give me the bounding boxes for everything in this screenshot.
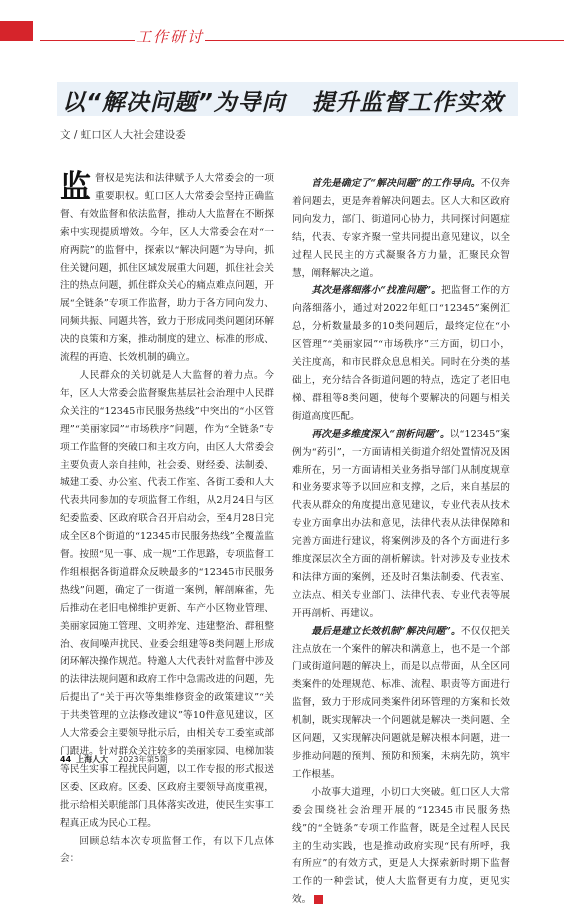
header-rule-right — [205, 40, 564, 41]
section-tag: 工作研讨 — [136, 28, 205, 46]
paragraph-7-lead: 最后是建立长效机制“解决问题”。 — [311, 625, 461, 637]
article-title-part-1: 以“解决问题”为导向 — [62, 90, 286, 116]
paragraph-1-text: 督权是宪法和法律赋予人大常委会的一项重要职权。虹口区人大常委会坚持正确监督、有效监督和依法监督，推动人大监督在不断探索中实现提质增效。今年，区人大常委会在对“一府两院”的监督中，探索以“解决问题”为导向，抓住关键问题，抓住区域发展重大问题，抓住社会关注的热点问题，抓住群众关心的痛点难点问题，开展“全链条”专项工作监督，助力于各方同向发力、同频共振、同题共答，致力于形成同类问题闭环解决的良策和方案，推动制度的建立、标准的形成、流程的再造、长效机制的确立。 — [60, 173, 274, 364]
paragraph-4 — [292, 175, 510, 282]
paragraph-8-text: 小故事大道理，小切口大突破。虹口区人大常委会围绕社会治理开展的“12345市民服务热线”的“全链条”专项工作监督，既是全过程人民民主的生动实践，也是推动政府实现“民有所呼，我有所应”的有效方式，更是人大探索新时期下监督工作的一种尝试，使人大监督更有力度，更见实效。 — [292, 786, 510, 906]
header-rule-left — [40, 40, 135, 41]
paragraph-6-text: 以“12345”案例为“药引”，一方面请相关街道介绍处置情况及困难所在，另一方面请相关业务指导部门从制度规章和业务要求等予以回应和支撑，之后，来自基层的代表从群众的角度提出意见建议，专业代表从技术专业方面拿出办法和意见，法律代表从法律保障和完善方面进行建议，将案例涉及的各个方面进行多维度深层次全方面的剖析解读。针对涉及专业技术和法律方面的案例，还及时召集法制委、代表室、立法点、相关专业部门、法律代表、专业代表等展开再剖析、再建议。 — [292, 428, 510, 619]
paragraph-6-lead: 再次是多维度深入“剖析问题”。 — [311, 428, 450, 440]
paragraph-5-lead: 其次是落细落小“找准问题”。 — [311, 285, 442, 297]
paragraph-6 — [292, 426, 510, 623]
paragraph-7 — [292, 623, 510, 784]
end-of-article-mark: A — [314, 895, 323, 904]
article-title — [62, 84, 504, 117]
paragraph-7-text: 不仅仅把关注点放在一个案件的解决和满意上，也不是一个部门或街道问题的解决上，而是以点带面，从全区同类案件的处理规范、标准、流程、职责等方面进行监督，致力于形成同类案件闭环管理的方案和长效机制，既实现解决一个问题就是解决一类问题、全区问题，又实现解决问题就是解决根本问题，进一步推动问题的预判、预防和预案，未病先防，筑牢工作根基。 — [292, 625, 510, 780]
issue-label: 2023年第5期 — [118, 755, 168, 764]
paragraph-5-text: 把监督工作的方向落细落小，通过对2022年虹口“12345”案例汇总，分析数量最多的10类问题后，最终定位在“小区管理”“美丽家园”“市场秩序”三方面，切口小，关注度高，和市民群众息息相关。同时在分类的基础上，充分结合各街道问题的特点，选定了老旧电梯、群租等8类问题，使每个要解决的问题与相关街道高度匹配。 — [292, 285, 511, 422]
dropcap: 监 — [60, 169, 91, 205]
paragraph-3: 回顾总结本次专项监督工作，有以下几点体会： — [60, 835, 274, 865]
right-column — [292, 175, 510, 909]
header-color-block — [0, 21, 33, 41]
paragraph-2: 人民群众的关切就是人大监督的着力点。今年，区人大常委会监督聚焦基层社会治理中人民群众关注的“12345市民服务热线”中突出的“小区管理”“美丽家园”“市场秩序”问题，作为“全链条”专项工作监督的突破口和主攻方向，由区人大常委会主要负责人亲自挂帅，社会委、财经委、法制委、城建工委、办公室、代表工作室、各街工委和人大代表共同参加的专项监督工作组，从2月24日与区纪委监委、区政府联合召开启动会，至4月28日完成全区8个街道的“12345市民服务热线”全覆盖监督。按照“见一事、成一规”工作思路，专项监督工作组根据各街道群众反映最多的“12345市民服务热线”问题，确定了一街道一案例，解剖麻雀，先后推动在老旧电梯维护更新、车产小区物业管理、美丽家园施工管理、文明养宠、违建整治、群租整治、夜间噪声扰民、业委会组建等8类问题上形成闭环解决操作规范。特邀人大代表针对监督中涉及的法律法规问题和政府工作中急需改进的问题，先后提出了“关于再次等集维修资金的政策建议”“关于共类管理的立法修改建议”等10件意见建议，区人大常委会主要领导批示后，由相关专工委室或部门跟进。针对群众关注较多的美丽家园、电梯加装等民生实事工程扰民问题，以工作专报的形式报送区委、区政府。区委、区政府主要领导高度重视，批示给相关职能部门具体落实改进，使民生实事工程真正成为民心工程。 — [60, 369, 274, 829]
article-title-part-2: 提升监督工作实效 — [311, 90, 504, 116]
paragraph-1 — [60, 170, 274, 367]
publication-name: 上海人大 — [76, 755, 109, 764]
author-byline: 文 / 虹口区人大社会建设委 — [60, 129, 186, 141]
paragraph-4-lead: 首先是确定了“解决问题”的工作导向。 — [311, 178, 481, 189]
page-footer — [60, 754, 168, 765]
paragraph-4-text: 不仅奔着问题去，更是奔着解决问题去。区人大和区政府同向发力，部门、街道同心协力，共同探讨问题症结，代表、专家齐聚一堂共同提出意见建议，以全过程人民民主的方式凝聚各方力量，汇聚民众智慧，阐释解决之道。 — [292, 178, 510, 279]
paragraph-5 — [292, 282, 510, 425]
page-number: 44 — [60, 755, 72, 764]
paragraph-8 — [292, 784, 510, 909]
